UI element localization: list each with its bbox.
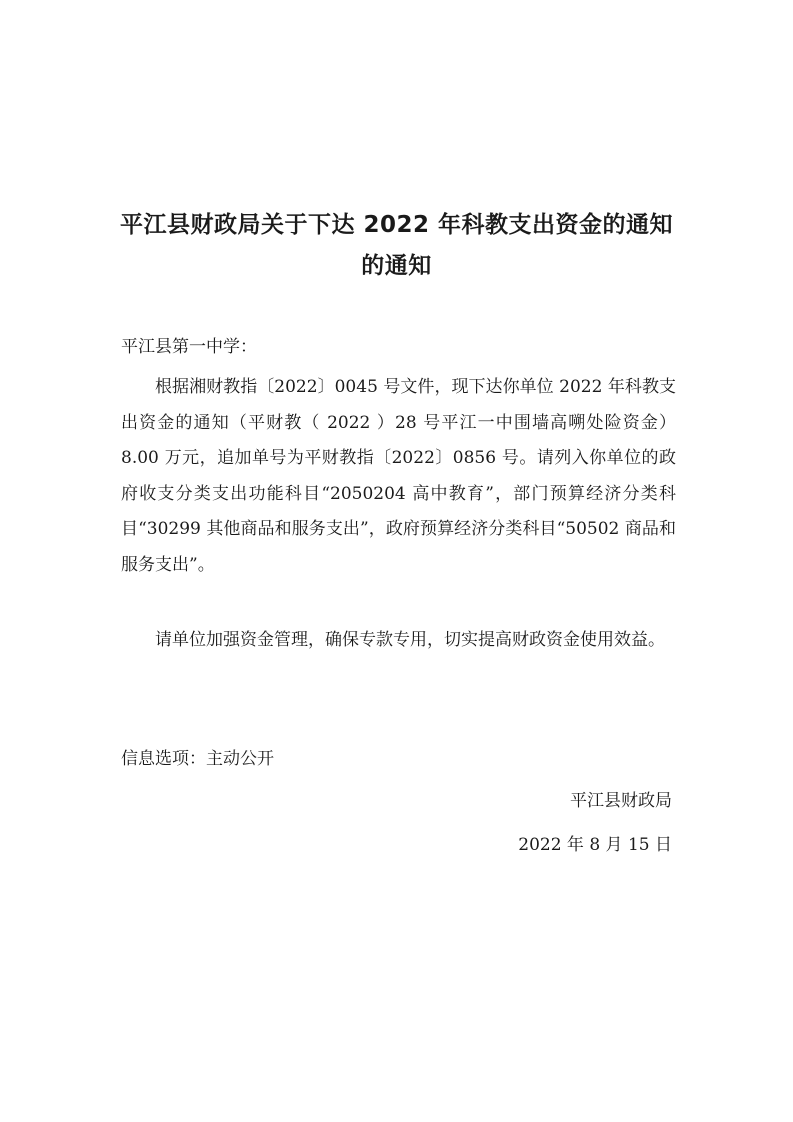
disclosure-label: 信息选项： bbox=[121, 749, 206, 769]
document-title-line-2: 的通知 bbox=[361, 253, 432, 279]
issuer-signature: 平江县财政局 bbox=[570, 791, 672, 811]
body-paragraph-1: 根据湘财教指〔2022〕0045 号文件，现下达你单位 2022 年科教支出资金的通知（平财教（ 2022 ）28 号平江一中围墙高嗍处险资金）8.00 万元，追加单号为平财教指〔2022〕0856 号。请列入你单位的政府收支分类支出功能科目“2050204 高中教育”，部门预算经济分类科目“30299 其他商品和服务支出”，政府预算经济分类科目“50502 商品和服务支出”。 bbox=[121, 377, 676, 575]
salutation: 平江县第一中学： bbox=[121, 337, 257, 357]
issue-date: 2022 年 8 月 15 日 bbox=[518, 835, 672, 855]
disclosure-value: 主动公开 bbox=[206, 749, 274, 769]
disclosure-line bbox=[121, 742, 676, 778]
body-paragraph-2: 请单位加强资金管理，确保专款专用，切实提高财政资金使用效益。 bbox=[155, 630, 665, 650]
document-title-line-1: 平江县财政局关于下达 2022 年科教支出资金的通知 bbox=[119, 212, 674, 238]
